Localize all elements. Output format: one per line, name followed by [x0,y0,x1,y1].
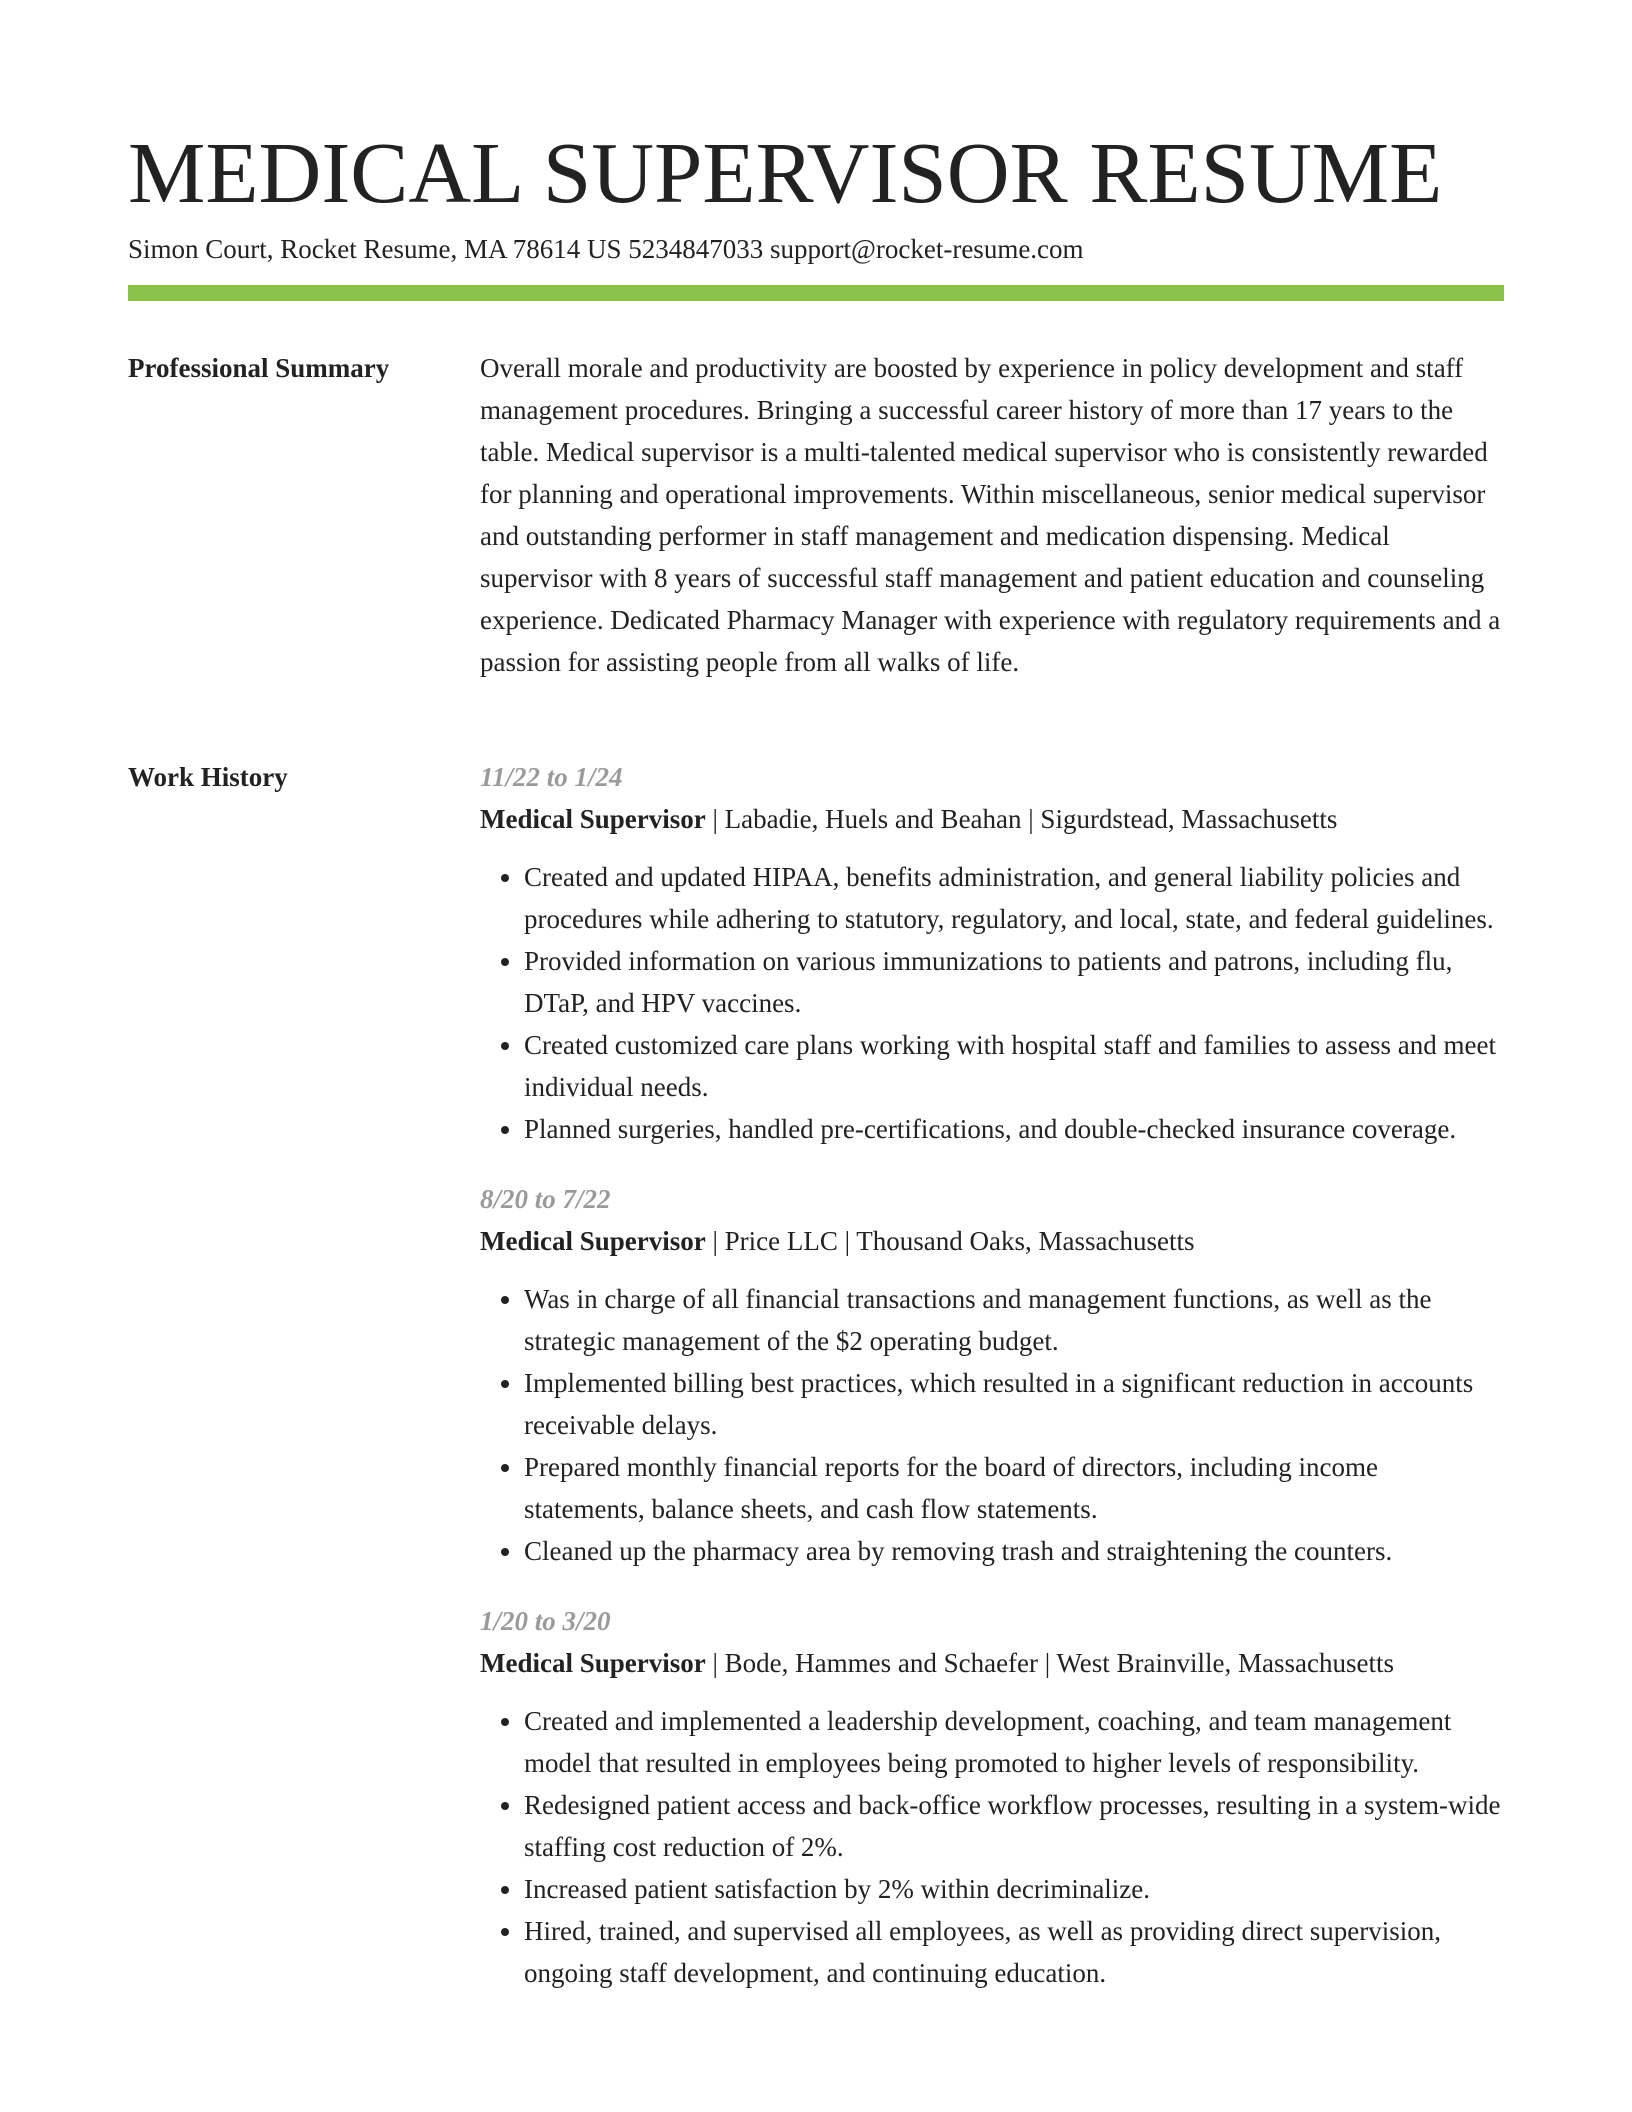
work-history-label: Work History [128,762,288,792]
work-history-body [480,756,1504,2022]
job-bullet: • Increased patient satisfaction by 2% within decriminalize. [524,1868,1504,1910]
job-bullet: • Created customized care plans working with hospital staff and families to assess and meet individual needs. [524,1024,1504,1108]
job-heading [480,1642,1504,1684]
job-dates: 8/20 to 7/22 [480,1184,611,1214]
job-bullet-list [480,856,1504,1150]
job-bullet: • Prepared monthly financial reports for the board of directors, including income statements, balance sheets, and cash flow statements. [524,1446,1504,1530]
summary-body [480,347,1504,683]
job-bullet-list [480,1278,1504,1572]
job-bullet: • Redesigned patient access and back-office workflow processes, resulting in a system-wide staffing cost reduction of 2%. [524,1784,1504,1868]
summary-label: Professional Summary [128,353,390,383]
job-employer-location: | Price LLC | Thousand Oaks, Massachusetts [705,1226,1195,1256]
job-title: Medical Supervisor [480,804,706,834]
job-dates: 11/22 to 1/24 [480,762,623,792]
job-entry [480,756,1504,1150]
resume-title: MEDICAL SUPERVISOR RESUME [128,124,1443,221]
job-bullet-list [480,1700,1504,1994]
header-divider [128,285,1504,301]
job-dates: 1/20 to 3/20 [480,1606,611,1636]
job-bullet: • Cleaned up the pharmacy area by removing trash and straightening the counters. [524,1530,1504,1572]
job-bullet: • Provided information on various immunizations to patients and patrons, including flu, DTaP, and HPV vaccines. [524,940,1504,1024]
summary-text: Overall morale and productivity are boosted by experience in policy development and staff management procedures. Bringing a successful career history of more than 17 years to the table. Medical supervisor is a multi-talented medical supervisor who is consistently rewarded for planning and operational improvements. Within miscellaneous, senior medical supervisor and outstanding performer in staff management and medication dispensing. Medical supervisor with 8 years of successful staff management and patient education and counseling experience. Dedicated Pharmacy Manager with experience with regulatory requirements and a passion for assisting people from all walks of life. [480,353,1501,677]
job-bullet: • Planned surgeries, handled pre-certifications, and double-checked insurance coverage. [524,1108,1504,1150]
job-bullet: • Hired, trained, and supervised all employees, as well as providing direct supervision, ongoing staff development, and continuing education. [524,1910,1504,1994]
job-title: Medical Supervisor [480,1226,706,1256]
job-entry [480,1178,1504,1572]
contact-line: Simon Court, Rocket Resume, MA 78614 US 5234847033 support@rocket-resume.com [128,234,1084,264]
job-bullet: • Implemented billing best practices, which resulted in a significant reduction in accounts receivable delays. [524,1362,1504,1446]
job-bullet: • Created and updated HIPAA, benefits administration, and general liability policies and procedures while adhering to statutory, regulatory, and local, state, and federal guidelines. [524,856,1504,940]
job-entry [480,1600,1504,1994]
job-employer-location: | Bode, Hammes and Schaefer | West Brainville, Massachusetts [705,1648,1394,1678]
job-bullet: • Created and implemented a leadership development, coaching, and team management model that resulted in employees being promoted to higher levels of responsibility. [524,1700,1504,1784]
job-employer-location: | Labadie, Huels and Beahan | Sigurdstead, Massachusetts [705,804,1338,834]
job-heading [480,1220,1504,1262]
job-bullet: • Was in charge of all financial transactions and management functions, as well as the strategic management of the $2 operating budget. [524,1278,1504,1362]
job-title: Medical Supervisor [480,1648,706,1678]
job-heading [480,798,1504,840]
